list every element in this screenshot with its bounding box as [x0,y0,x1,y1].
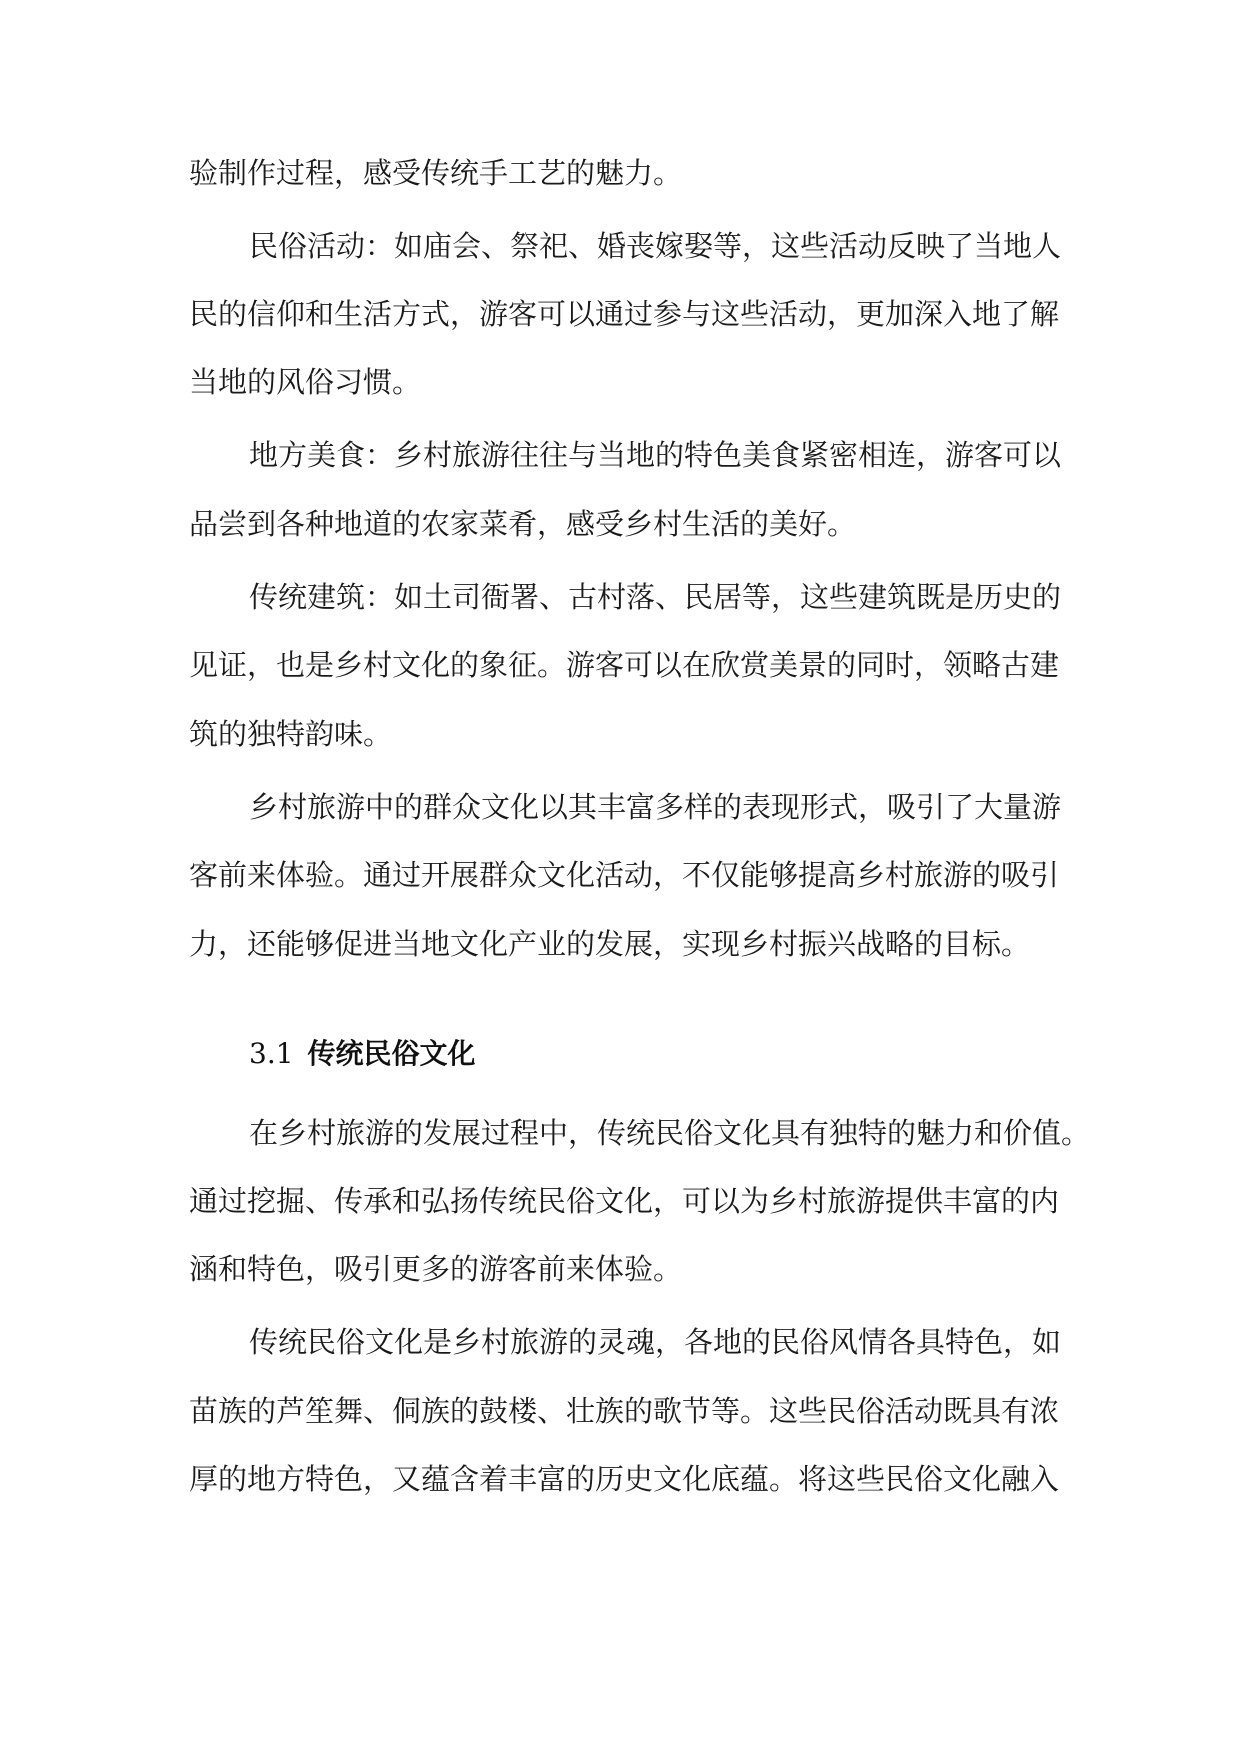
paragraph-line: 涵和特色，吸引更多的游客前来体验。 [189,1252,683,1286]
section-number: 3.1 [249,1037,294,1070]
paragraph-line: 地方美食：乡村旅游往往与当地的特色美食紧密相连，游客可以 [249,438,1062,472]
paragraph-line: 在乡村旅游的发展过程中，传统民俗文化具有独特的魅力和价值。 [249,1116,1091,1150]
paragraph-line: 见证，也是乡村文化的象征。游客可以在欣赏美景的同时，领略古建 [189,648,1060,682]
paragraph-line: 传统建筑：如土司衙署、古村落、民居等，这些建筑既是历史的 [249,580,1062,614]
paragraph-line: 厚的地方特色，又蕴含着丰富的历史文化底蕴。将这些民俗文化融入 [189,1462,1060,1496]
paragraph-line: 验制作过程，感受传统手工艺的魅力。 [189,156,683,190]
paragraph-line: 品尝到各种地道的农家菜肴，感受乡村生活的美好。 [189,507,857,541]
paragraph-line: 通过挖掘、传承和弘扬传统民俗文化，可以为乡村旅游提供丰富的内 [189,1184,1060,1218]
paragraph-line: 传统民俗文化是乡村旅游的灵魂，各地的民俗风情各具特色，如 [249,1325,1062,1359]
paragraph-line: 乡村旅游中的群众文化以其丰富多样的表现形式，吸引了大量游 [249,790,1062,824]
section-title: 传统民俗文化 [307,1037,476,1070]
paragraph-line: 筑的独特韵味。 [189,717,393,751]
paragraph-line: 力，还能够促进当地文化产业的发展，实现乡村振兴战略的目标。 [189,927,1031,961]
paragraph-line: 当地的风俗习惯。 [189,365,422,399]
paragraph-line: 客前来体验。通过开展群众文化活动，不仅能够提高乡村旅游的吸引 [189,858,1060,892]
section-heading [249,1030,476,1078]
paragraph-line: 苗族的芦笙舞、侗族的鼓楼、壮族的歌节等。这些民俗活动既具有浓 [189,1394,1060,1428]
paragraph-line: 民俗活动：如庙会、祭祀、婚丧嫁娶等，这些活动反映了当地人 [249,229,1062,263]
paragraph-line: 民的信仰和生活方式，游客可以通过参与这些活动，更加深入地了解 [189,297,1060,331]
